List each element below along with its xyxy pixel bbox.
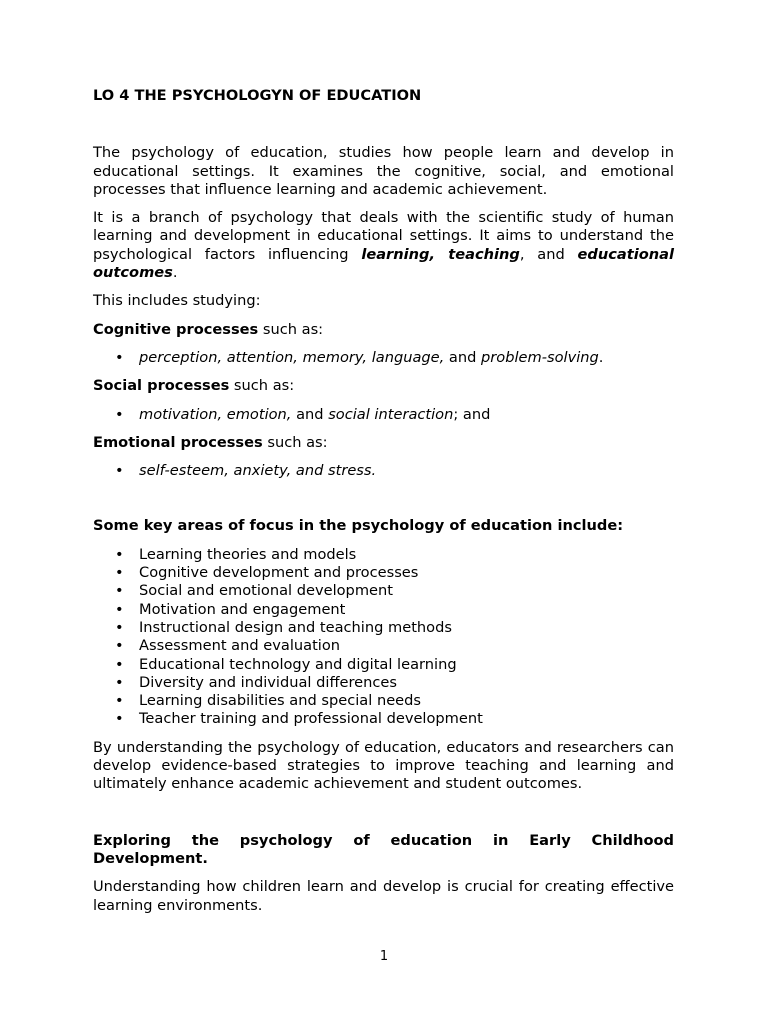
list-item	[93, 349, 674, 367]
social-suffix: such as:	[229, 377, 295, 395]
list-item: • Social and emotional development	[93, 582, 674, 600]
emotional-item: self-esteem, anxiety, and stress.	[139, 462, 377, 480]
social-item-d: ; and	[453, 405, 491, 423]
list-item: • Motivation and engagement	[93, 601, 674, 619]
cognitive-item-c: problem-solving	[481, 348, 599, 366]
list-item: • Diversity and individual differences	[93, 674, 674, 692]
document-heading: LO 4 THE PSYCHOLOGYN OF EDUCATION	[93, 87, 422, 104]
cognitive-list	[93, 349, 674, 367]
includes-label: This includes studying:	[93, 292, 261, 310]
cognitive-item-d: .	[598, 348, 604, 366]
key-areas-heading: Some key areas of focus in the psychology of education include:	[93, 517, 624, 535]
list-item: • Learning disabilities and special needs	[93, 692, 674, 710]
list-item: • Assessment and evaluation	[93, 637, 674, 655]
emotional-title: Emotional processes	[93, 433, 263, 451]
list-item: • Learning theories and models	[93, 546, 674, 564]
spacer	[93, 490, 674, 517]
ecd-heading: Exploring the psychology of education in Early Childhood Development.	[93, 831, 674, 867]
list-item: • Educational technology and digital learning	[93, 656, 674, 674]
conclusion-paragraph: By understanding the psychology of education, educators and researchers can develop evidence-based strategies to improve teaching and learning and ultimately enhance academic achievement and student outcomes.	[93, 738, 674, 793]
list-item: • Cognitive development and processes	[93, 564, 674, 582]
intro-paragraph: The psychology of education, studies how people learn and develop in educational settings. It examines the cognitive, social, and emotional processes that influence learning and academic achievement.	[93, 144, 674, 198]
emphasis-learning-teaching: learning, teaching	[361, 245, 520, 263]
branch-text-end: .	[172, 264, 178, 282]
list-item: • Teacher training and professional development	[93, 710, 674, 728]
list-item	[93, 462, 674, 480]
branch-text-mid: , and	[519, 245, 578, 263]
emotional-list	[93, 462, 674, 480]
branch-paragraph	[93, 209, 674, 282]
social-title: Social processes	[93, 377, 230, 395]
page-content	[93, 87, 674, 925]
emphasis-educational-outcomes: educational outcomes	[93, 245, 675, 282]
social-item-a: motivation, emotion,	[139, 405, 292, 423]
cognitive-title: Cognitive processes	[93, 320, 259, 338]
key-areas-list	[93, 546, 674, 729]
emotional-suffix: such as:	[262, 433, 328, 451]
cognitive-item-a: perception, attention, memory, language,	[139, 348, 445, 366]
ecd-paragraph: Understanding how children learn and develop is crucial for creating effective learning environments.	[93, 878, 674, 914]
page-number: 1	[379, 949, 389, 964]
social-label	[93, 377, 674, 395]
spacer	[93, 804, 674, 832]
cognitive-suffix: such as:	[258, 320, 324, 338]
social-list	[93, 406, 674, 424]
list-item	[93, 406, 674, 424]
emotional-label	[93, 434, 674, 452]
cognitive-item-b: and	[444, 348, 482, 366]
list-item: • Instructional design and teaching methods	[93, 619, 674, 637]
social-item-b: and	[291, 405, 329, 423]
social-item-c: social interaction	[328, 405, 454, 423]
cognitive-label	[93, 321, 674, 339]
branch-text: It is a branch of psychology that deals with the scientific study of human learning and development in educational settings. It aims to understand the psychological factors influencing	[93, 209, 674, 263]
